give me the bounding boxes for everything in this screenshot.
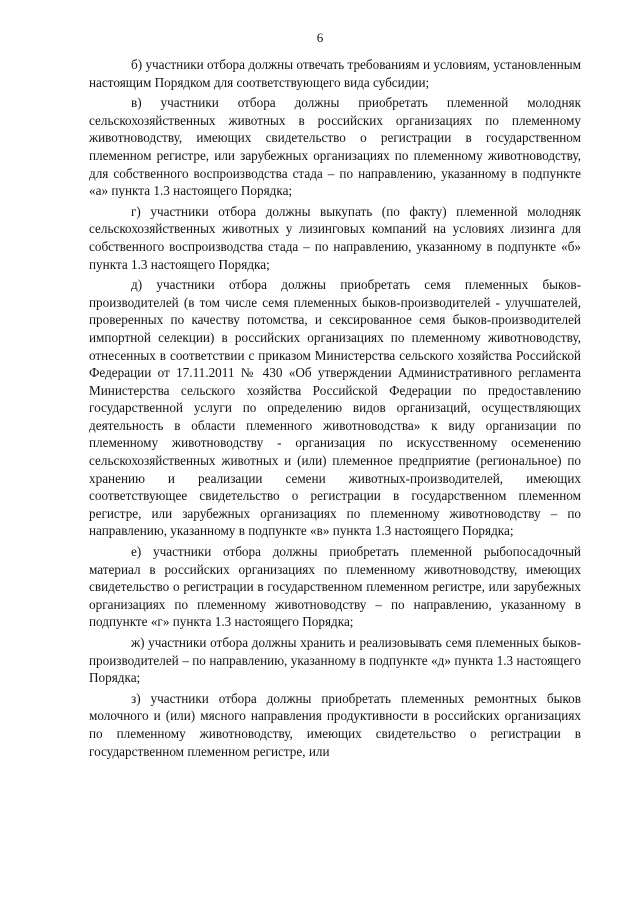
paragraph-b: б) участники отбора должны отвечать требованиям и условиям, установленным настоящим Порядком для соответствующего вида субсидии; [89, 57, 581, 90]
paragraph-v: в) участники отбора должны приобретать племенной молодняк сельскохозяйственных животных в российских организациях по племенному животноводству, имеющих свидетельство о регистрации в государственном племенном регистре, или зарубежных организациях по племенному животноводству, для собственного воспроизводства стада – по направлению, указанному в подпункте «а» пункта 1.3 настоящего Порядка; [89, 95, 581, 199]
document-body [89, 56, 581, 763]
paragraph-zh: ж) участники отбора должны хранить и реализовывать семя племенных быков-производителей – по направлению, указанному в подпункте «д» пункта 1.3 настоящего Порядка; [89, 635, 581, 686]
page-number: 6 [316, 30, 324, 45]
paragraph-e: е) участники отбора должны приобретать племенной рыбопосадочный материал в российских организациях по племенному животноводству, имеющих свидетельство о регистрации в государственном племенном регистре, или зарубежных организациях по племенному животноводству – по направлению, указанному в подпункте «г» пункта 1.3 настоящего Порядка; [89, 544, 581, 630]
paragraph-g: г) участники отбора должны выкупать (по факту) племенной молодняк сельскохозяйственных животных у лизинговых компаний на условиях лизинга для собственного воспроизводства стада – по направлению, указанному в подпункте «б» пункта 1.3 настоящего Порядка; [89, 203, 581, 272]
paragraph-d: д) участники отбора должны приобретать семя племенных быков-производителей (в том числе семя племенных быков-производителей - улучшателей, проверенных по качеству потомства, и сексированное семя быков-производителей импортной селекции) в российских организациях по племенному животноводству, отнесенных в соответствии с приказом Министерства сельского хозяйства Российской Федерации от 17.11.2011 № 430 «Об утверждении Административного регламента Министерства сельского хозяйства Российской Федерации по предоставлению государственной услуги по определению видов организаций, осуществляющих деятельность в области племенного животноводства» к виду организации по племенному животноводству - организация по искусственному осеменению сельскохозяйственных животных и (или) племенное предприятие (региональное) по хранению и реализации семени животных-производителей, имеющих соответствующее свидетельство о регистрации в государственном племенном регистре, или зарубежных организациях по племенному животноводству – по направлению, указанному в подпункте «в» пункта 1.3 настоящего Порядка; [89, 277, 581, 539]
paragraph-z: з) участники отбора должны приобретать племенных ремонтных быков молочного и (или) мясного направления продуктивности в российских организациях по племенному животноводству, имеющих свидетельство о регистрации в государственном племенном регистре, или [89, 690, 581, 759]
